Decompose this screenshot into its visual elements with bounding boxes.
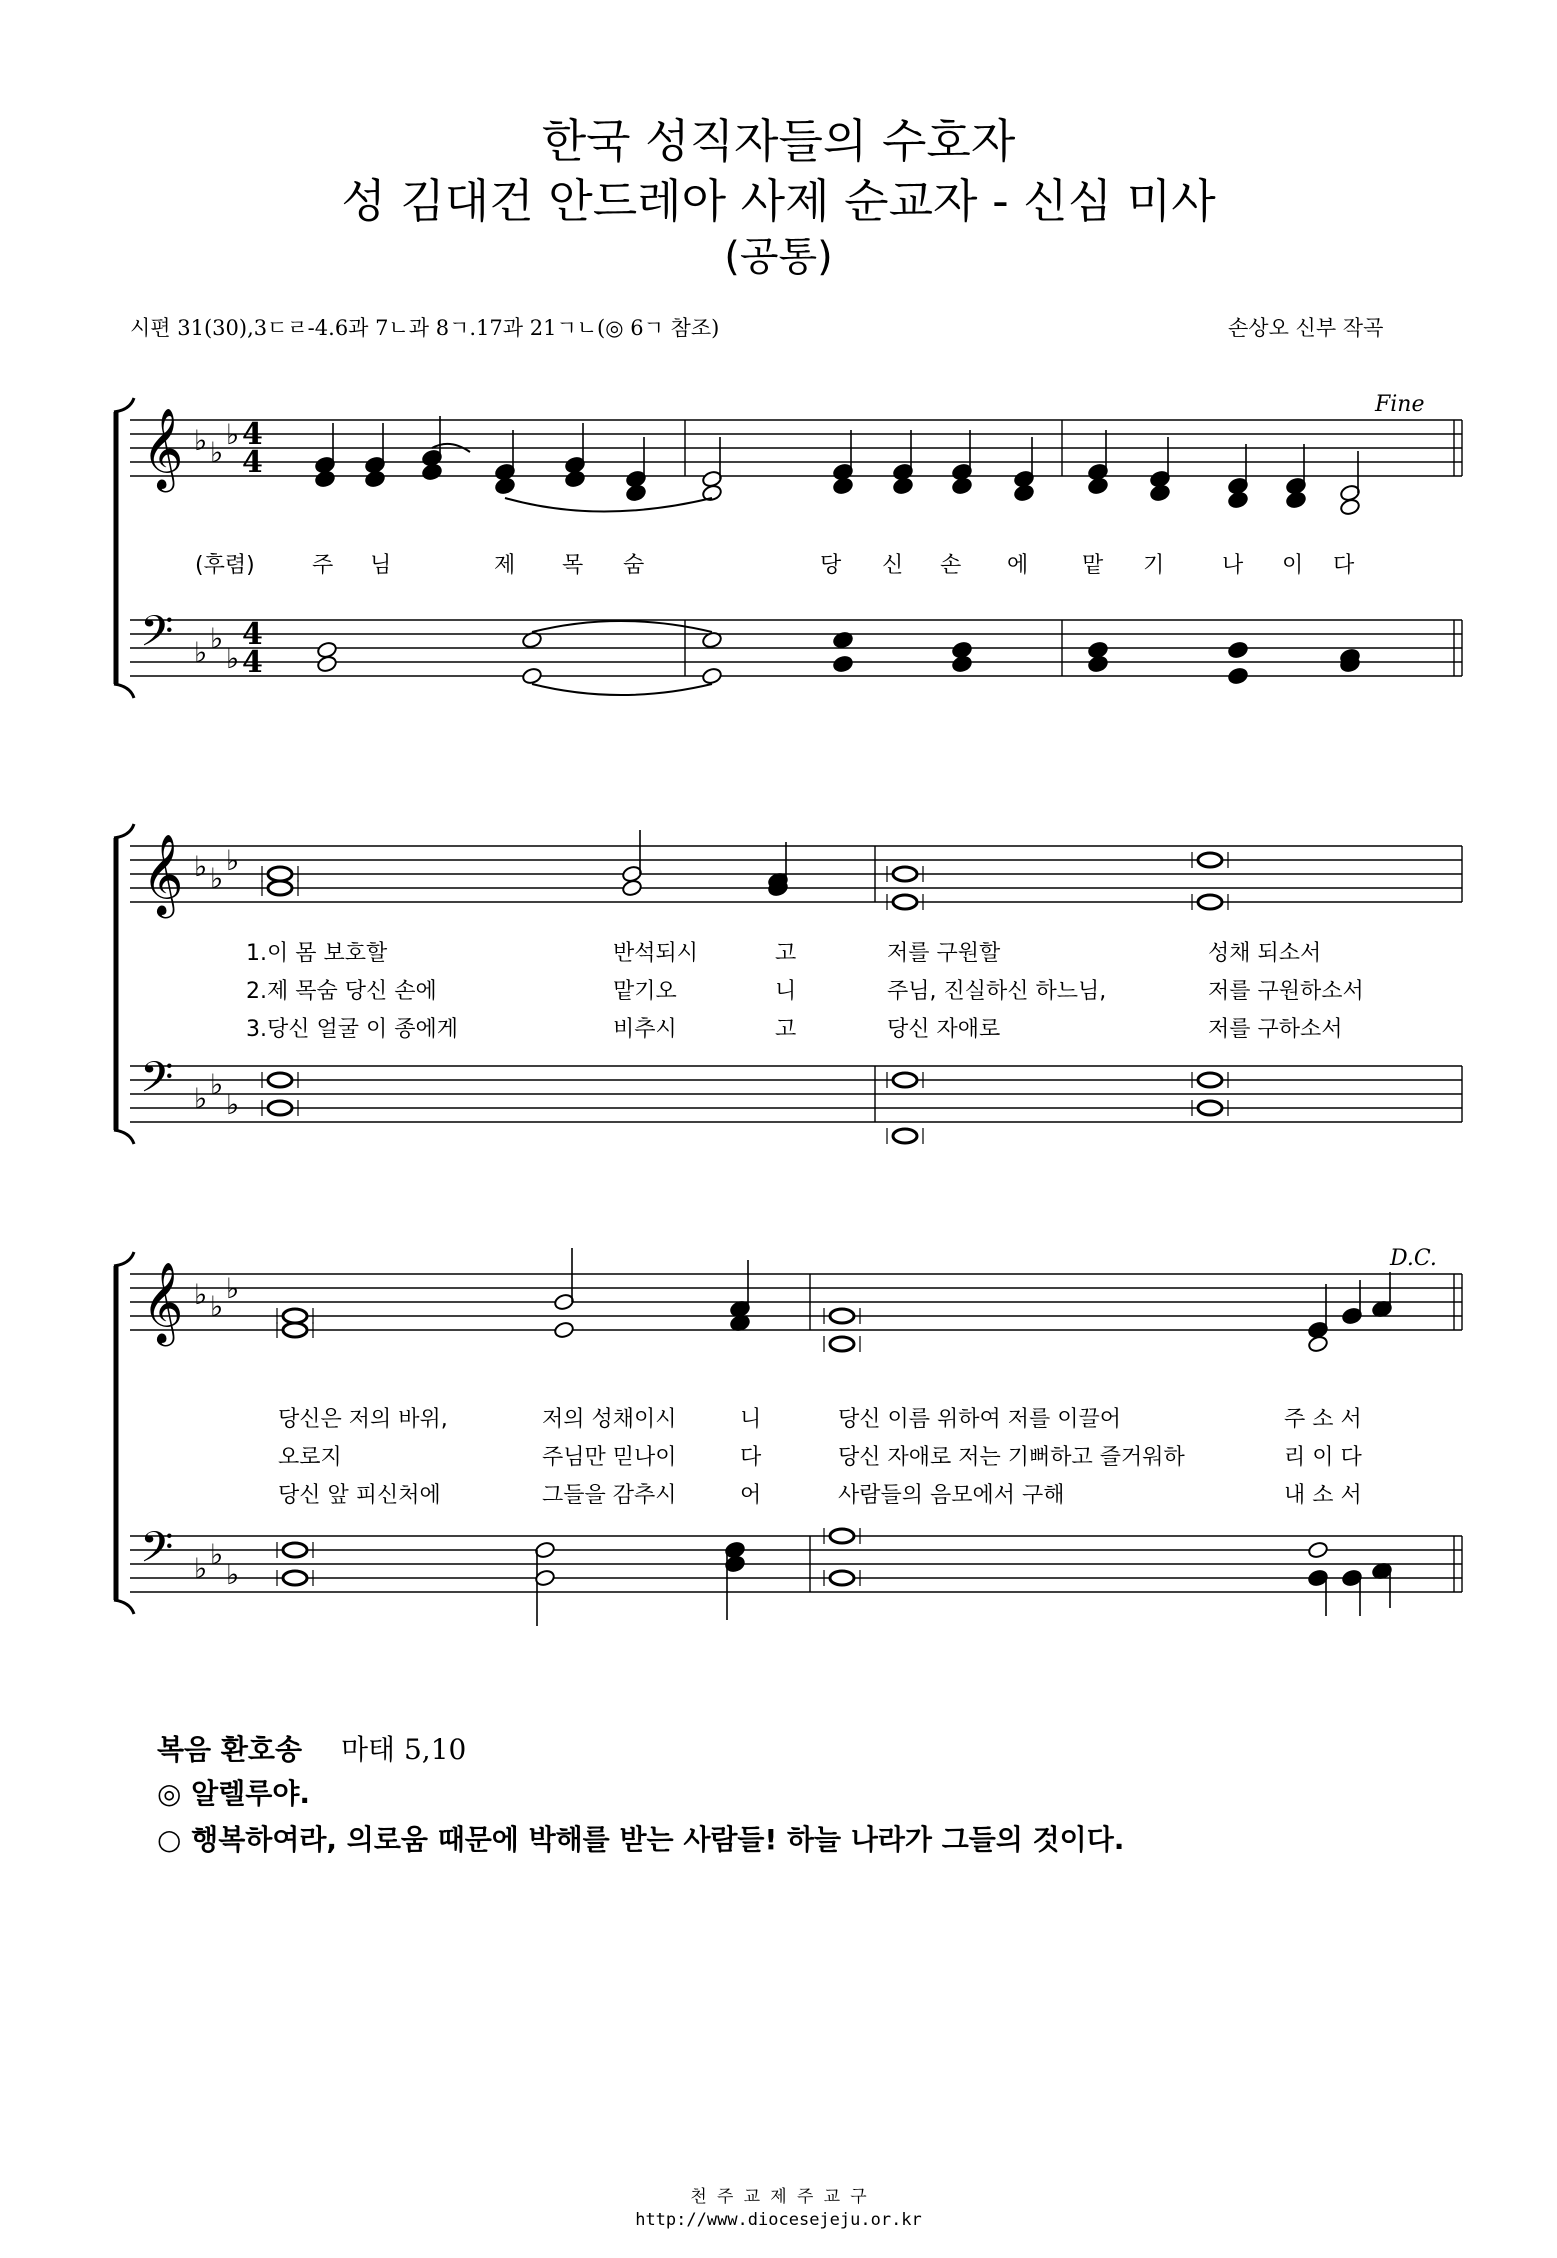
system-bracket-curl xyxy=(114,1252,134,1266)
time-signature: 4 xyxy=(242,617,263,652)
verse-3-segment: 어 xyxy=(740,1483,762,1508)
bass-note xyxy=(1307,1541,1328,1559)
whole-note xyxy=(268,1101,292,1115)
verse-2-segment: 맡기오 xyxy=(613,979,677,1004)
treble-clef-icon: 𝄞 xyxy=(142,833,184,915)
verse-1-segment: 니 xyxy=(740,1407,762,1432)
lyric-syllable: 다 xyxy=(1333,553,1355,578)
verse-3-segment: 그들을 감추시 xyxy=(542,1483,677,1508)
flat-icon: ♭ xyxy=(226,844,240,877)
whole-note xyxy=(830,1309,854,1323)
lyric-syllable: 목 xyxy=(562,553,584,578)
alto-note xyxy=(1227,491,1248,509)
alto-note xyxy=(364,470,385,488)
flat-icon: ♭ xyxy=(226,418,240,451)
verse-3-segment: 비추시 xyxy=(613,1017,677,1042)
gospel-heading xyxy=(157,1728,466,1768)
flat-icon: ♭ xyxy=(194,1552,208,1585)
bass-note xyxy=(1227,667,1248,685)
title-line-2: 성 김대건 안드레아 사제 순교자 - 신심 미사 xyxy=(341,174,1216,228)
verse-3-segment: 저를 구하소서 xyxy=(1208,1017,1343,1042)
whole-note xyxy=(1198,1073,1222,1087)
whole-note xyxy=(830,1571,854,1585)
alto-note xyxy=(421,463,442,481)
verse-1-segment: 저의 성채이시 xyxy=(542,1407,677,1432)
alto-note xyxy=(1013,484,1034,502)
whole-note xyxy=(268,1073,292,1087)
footer-organization: 천 주 교 제 주 교 구 xyxy=(690,2187,867,2207)
treble-clef-icon: 𝄞 xyxy=(142,407,184,489)
verse-2-segment: 2.제 목숨 당신 손에 xyxy=(246,979,437,1004)
whole-note xyxy=(1198,895,1222,909)
flat-icon: ♭ xyxy=(210,622,224,655)
bass-note xyxy=(832,655,853,673)
whole-note xyxy=(893,1073,917,1087)
alto-note xyxy=(1285,491,1306,509)
system-bracket-curl xyxy=(114,1600,134,1614)
gospel-reference: 마태 5,10 xyxy=(341,1733,467,1766)
whole-note xyxy=(1198,853,1222,867)
title-line-3: (공통) xyxy=(724,234,833,280)
bass-clef-icon: 𝄢 xyxy=(140,1053,174,1113)
alto-note xyxy=(553,1321,574,1339)
whole-note xyxy=(893,895,917,909)
flat-icon: ♭ xyxy=(226,642,240,675)
flat-icon: ♭ xyxy=(210,1068,224,1101)
flat-icon: ♭ xyxy=(194,636,208,669)
bass-clef-icon: 𝄢 xyxy=(140,607,174,667)
verse-1-segment: 성채 되소서 xyxy=(1208,941,1322,966)
verse-2-segment: 니 xyxy=(775,979,797,1004)
lyric-syllable: 제 xyxy=(494,553,516,578)
whole-note xyxy=(283,1309,307,1323)
flat-icon: ♭ xyxy=(210,1290,224,1323)
flat-icon: ♭ xyxy=(194,1278,208,1311)
whole-note xyxy=(1198,1101,1222,1115)
verse-1-segment: 반석되시 xyxy=(613,941,699,966)
verse-2-segment: 당신 자애로 저는 기뻐하고 즐거워하 xyxy=(838,1445,1185,1470)
system-bracket-curl xyxy=(114,1130,134,1144)
time-signature: 4 xyxy=(242,417,263,452)
whole-note xyxy=(893,1129,917,1143)
flat-icon: ♭ xyxy=(226,1088,240,1121)
alto-note xyxy=(1307,1335,1328,1353)
footer-url: http://www.diocesejeju.or.kr xyxy=(635,2210,922,2230)
verse-1-segment: 저를 구원할 xyxy=(887,941,1001,966)
alto-note xyxy=(564,470,585,488)
system-bracket-curl xyxy=(114,824,134,838)
whole-note xyxy=(893,867,917,881)
composer-credit: 손상오 신부 작곡 xyxy=(1228,316,1384,340)
alto-note xyxy=(1087,477,1108,495)
bass-note xyxy=(521,667,542,685)
lyric-syllable: 맡 xyxy=(1082,553,1104,578)
alto-note xyxy=(621,879,642,897)
tie-curve xyxy=(505,498,712,512)
whole-note xyxy=(283,1543,307,1557)
bass-note xyxy=(1227,641,1248,659)
verse-1-segment: 당신은 저의 바위, xyxy=(278,1407,448,1432)
flat-icon: ♭ xyxy=(194,424,208,457)
bass-clef-icon: 𝄢 xyxy=(140,1523,174,1583)
title-line-1: 한국 성직자들의 수호자 xyxy=(541,114,1016,168)
lyric-syllable: 당 xyxy=(820,553,842,578)
verse-3-segment: 당신 앞 피신처에 xyxy=(278,1483,441,1508)
lyric-syllable: 기 xyxy=(1143,553,1165,578)
dc-marking: D.C. xyxy=(1390,1246,1437,1271)
lyric-syllable: 에 xyxy=(1007,553,1029,578)
bass-note xyxy=(701,667,722,685)
lyric-syllable: 신 xyxy=(882,553,904,578)
flat-icon: ♭ xyxy=(226,1558,240,1591)
verse-2-segment: 주님, 진실하신 하느님, xyxy=(887,979,1107,1004)
verse-2-segment: 주님만 믿나이 xyxy=(542,1445,677,1470)
alto-note xyxy=(951,477,972,495)
gospel-verse: ○ 행복하여라, 의로움 때문에 박해를 받는 사람들! 하늘 나라가 그들의 것이다. xyxy=(157,1823,1125,1856)
lyric-syllable: 숨 xyxy=(623,553,645,578)
verse-2-segment: 저를 구원하소서 xyxy=(1208,979,1364,1004)
verse-3-segment: 당신 자애로 xyxy=(887,1017,1001,1042)
alto-note xyxy=(625,484,646,502)
whole-note xyxy=(830,1529,854,1543)
verse-3-segment: 사람들의 음모에서 구해 xyxy=(838,1483,1065,1508)
flat-icon: ♭ xyxy=(210,862,224,895)
system-bracket-curl xyxy=(114,684,134,698)
gospel-heading-label: 복음 환호송 xyxy=(157,1733,302,1766)
bass-note xyxy=(1087,655,1108,673)
verse-1-segment: 1.이 몸 보호할 xyxy=(246,941,388,966)
whole-note xyxy=(830,1337,854,1351)
verse-1-segment: 당신 이름 위하여 저를 이끌어 xyxy=(838,1407,1121,1432)
alto-note xyxy=(314,470,335,488)
lyric-syllable: 나 xyxy=(1222,553,1244,578)
lyric-syllable: 님 xyxy=(370,553,392,578)
time-signature: 4 xyxy=(242,645,263,680)
alto-note xyxy=(832,477,853,495)
fine-marking: Fine xyxy=(1375,392,1425,417)
lyric-syllable: 이 xyxy=(1282,553,1304,578)
whole-note xyxy=(268,867,292,881)
verse-1-segment: 주 소 서 xyxy=(1284,1407,1362,1432)
lyric-syllable: 주 xyxy=(312,553,334,578)
verse-2-segment: 리 이 다 xyxy=(1284,1445,1362,1470)
verse-1-segment: 고 xyxy=(775,941,797,966)
verse-2-segment: 오로지 xyxy=(278,1445,342,1470)
whole-note xyxy=(283,1571,307,1585)
system-bracket-curl xyxy=(114,398,134,412)
tie-curve xyxy=(532,684,712,695)
flat-icon: ♭ xyxy=(210,436,224,469)
flat-icon: ♭ xyxy=(210,1538,224,1571)
bass-note xyxy=(316,655,337,673)
whole-note xyxy=(268,881,292,895)
treble-clef-icon: 𝄞 xyxy=(142,1261,184,1343)
verse-3-segment: 3.당신 얼굴 이 종에게 xyxy=(246,1017,458,1042)
lyric-syllable: 손 xyxy=(940,553,962,578)
flat-icon: ♭ xyxy=(194,850,208,883)
alto-note xyxy=(494,477,515,495)
time-signature: 4 xyxy=(242,445,263,480)
psalm-reference: 시편 31(30),3ㄷㄹ-4.6과 7ㄴ과 8ㄱ.17과 21ㄱㄴ(◎ 6ㄱ 참조) xyxy=(130,316,720,340)
refrain-label: (후렴) xyxy=(195,553,255,578)
alto-note xyxy=(1339,498,1360,516)
flat-icon: ♭ xyxy=(226,1272,240,1305)
flat-icon: ♭ xyxy=(194,1082,208,1115)
bass-note xyxy=(951,655,972,673)
verse-3-segment: 내 소 서 xyxy=(1284,1483,1362,1508)
gospel-response: ◎ 알렐루야. xyxy=(157,1777,311,1810)
verse-2-segment: 다 xyxy=(740,1445,762,1470)
alto-note xyxy=(892,477,913,495)
verse-3-segment: 고 xyxy=(775,1017,797,1042)
alto-note xyxy=(1149,484,1170,502)
whole-note xyxy=(283,1323,307,1337)
